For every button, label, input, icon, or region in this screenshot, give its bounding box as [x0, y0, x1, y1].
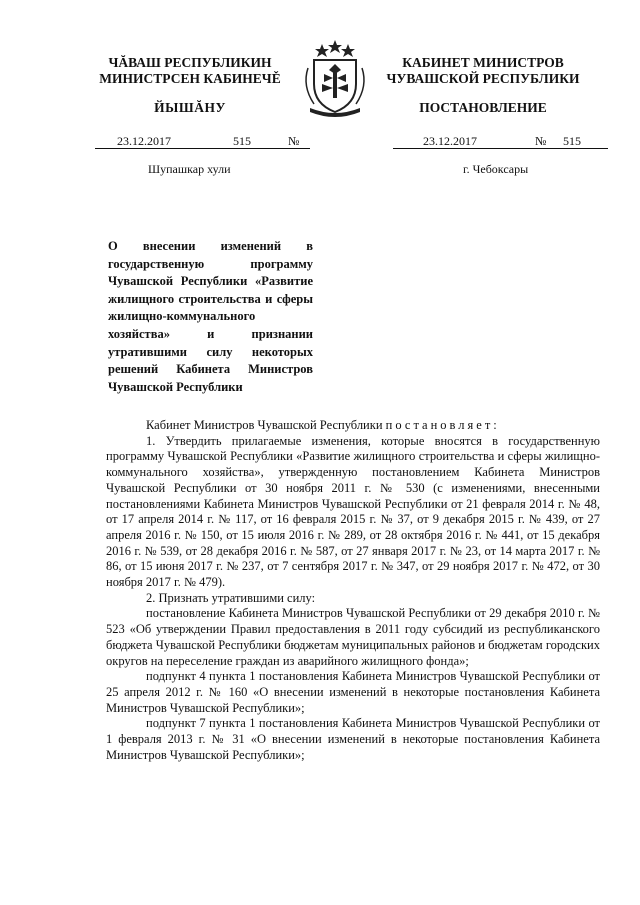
left-number-sign: № — [288, 134, 300, 148]
paragraph-2: 2. Признать утратившими силу: — [146, 590, 316, 605]
right-org-line-1: КАБИНЕТ МИНИСТРОВ — [402, 55, 564, 70]
intro-paragraph — [106, 418, 600, 434]
paragraph-1: 1. Утвердить прилагаемые изменения, которые вносятся в государственную программу Чувашской Республики «Развитие жилищного строительства и сферы жилищно-коммунального хозяйства», утвержденную постановлением Кабинета Министров Чувашской Республики от 30 ноября 2011 г. № 530 (с изменениями, внесенными постановлениями Кабинета Министров Чувашской Республики от 21 февраля 2014 г. № 48, от 17 апреля 2014 г. № 117, от 16 февраля 2015 г. № 37, от 9 декабря 2015 г. № 439, от 27 апреля 2016 г. № 150, от 15 июля 2016 г. № 289, от 28 октября 2016 г. № 441, от 15 декабря 2016 г. № 539, от 28 декабря 2016 г. № 587, от 27 января 2017 г. № 23, от 14 марта 2017 г. № 86, от 15 июня 2017 г. № 237, от 7 сентября 2017 г. № 347, от 29 ноября 2017 г. № 472, от 30 ноября 2017 г. № 479). — [106, 433, 600, 590]
left-place: Шупашкар хули — [148, 162, 231, 176]
chuvash-coat-of-arms-icon — [300, 38, 370, 118]
intro-verb: постановляет: — [385, 418, 500, 432]
right-org-name — [368, 55, 598, 87]
left-org-name — [80, 55, 300, 87]
right-doc-type: ПОСТАНОВЛЕНИЕ — [419, 100, 547, 115]
right-place: г. Чебоксары — [463, 162, 529, 176]
right-date: 23.12.2017 — [423, 134, 477, 148]
document-body — [106, 418, 600, 763]
right-number: 515 — [563, 134, 581, 148]
paragraph-5: подпункт 7 пункта 1 постановления Кабинета Министров Чувашской Республики от 1 февраля 2013 г. № 31 «О внесении изменений в некоторые постановления Кабинета Министров Чувашской Республики»; — [106, 716, 600, 762]
right-number-sign: № — [535, 134, 547, 148]
right-org-line-2: ЧУВАШСКОЙ РЕСПУБЛИКИ — [386, 71, 580, 86]
left-org-line-2: МИНИСТРСЕН КАБИНЕЧĚ — [99, 71, 281, 86]
left-org-line-1: ЧĂВАШ РЕСПУБЛИКИН — [108, 55, 272, 70]
left-date: 23.12.2017 — [117, 134, 171, 148]
document-subject: О внесении изменений в государственную программу Чувашской Республики «Развитие жилищного строительства и сферы жилищно-коммунального хозяйства» и признании утратившими силу некоторых решений Кабинета Министров Чувашской Республики — [108, 239, 313, 394]
intro-prefix: Кабинет Министров Чувашской Республики — [146, 418, 386, 432]
left-doc-type: ЙЫШĂНУ — [154, 100, 226, 115]
left-number: 515 — [233, 134, 251, 148]
paragraph-3: постановление Кабинета Министров Чувашской Республики от 29 декабря 2010 г. № 523 «Об утверждении Правил предоставления в 2011 году субсидий из республиканского бюджета Чувашской Республики бюджетам муниципальных районов и бюджетам городских округов на переселение граждан из аварийного жилищного фонда»; — [106, 606, 600, 668]
paragraph-4: подпункт 4 пункта 1 постановления Кабинета Министров Чувашской Республики от 25 апреля 2012 г. № 160 «О внесении изменений в некоторые постановления Кабинета Министров Чувашской Республики»; — [106, 669, 600, 715]
